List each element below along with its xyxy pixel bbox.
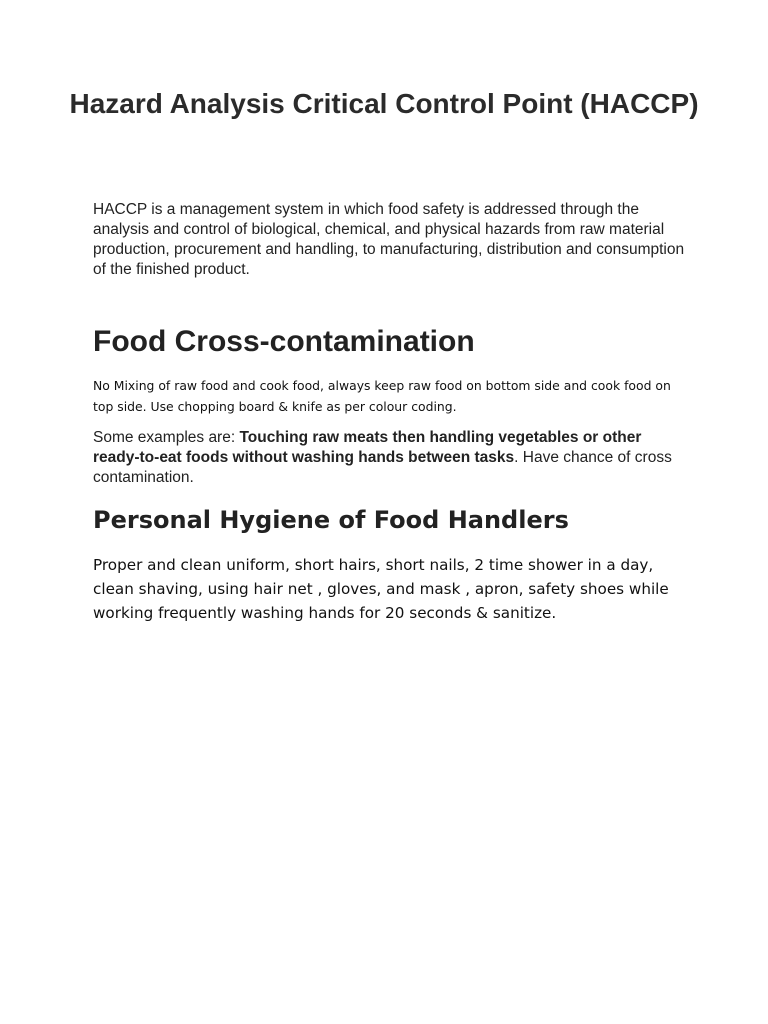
cross-contamination-examples [93,428,683,488]
examples-lead-text: Some examples are: [93,429,240,446]
haccp-intro-paragraph: HACCP is a management system in which food safety is addressed through the analysis and control of biological, chemical, and physical hazards from raw material production, procurement and handling, to manufacturing, distribution and consumption of the finished product. [93,201,685,278]
document-title: Hazard Analysis Critical Control Point (HACCP) [69,88,699,119]
cross-contamination-heading: Food Cross-contamination [93,325,475,358]
cross-contamination-note: No Mixing of raw food and cook food, always keep raw food on bottom side and cook food on top side. Use chopping board & knife as per colour coding. [93,378,671,414]
personal-hygiene-paragraph: Proper and clean uniform, short hairs, short nails, 2 time shower in a day, clean shaving, using hair net , gloves, and mask , apron, safety shoes while working frequently washing hands for 20 seconds & sanitize. [93,556,669,622]
examples-bold-text: Touching raw meats then handling vegetables or other ready-to-eat foods without washing hands between tasks [93,429,642,466]
personal-hygiene-heading: Personal Hygiene of Food Handlers [93,506,569,534]
examples-tail-text: . Have chance of cross contamination. [93,449,672,486]
